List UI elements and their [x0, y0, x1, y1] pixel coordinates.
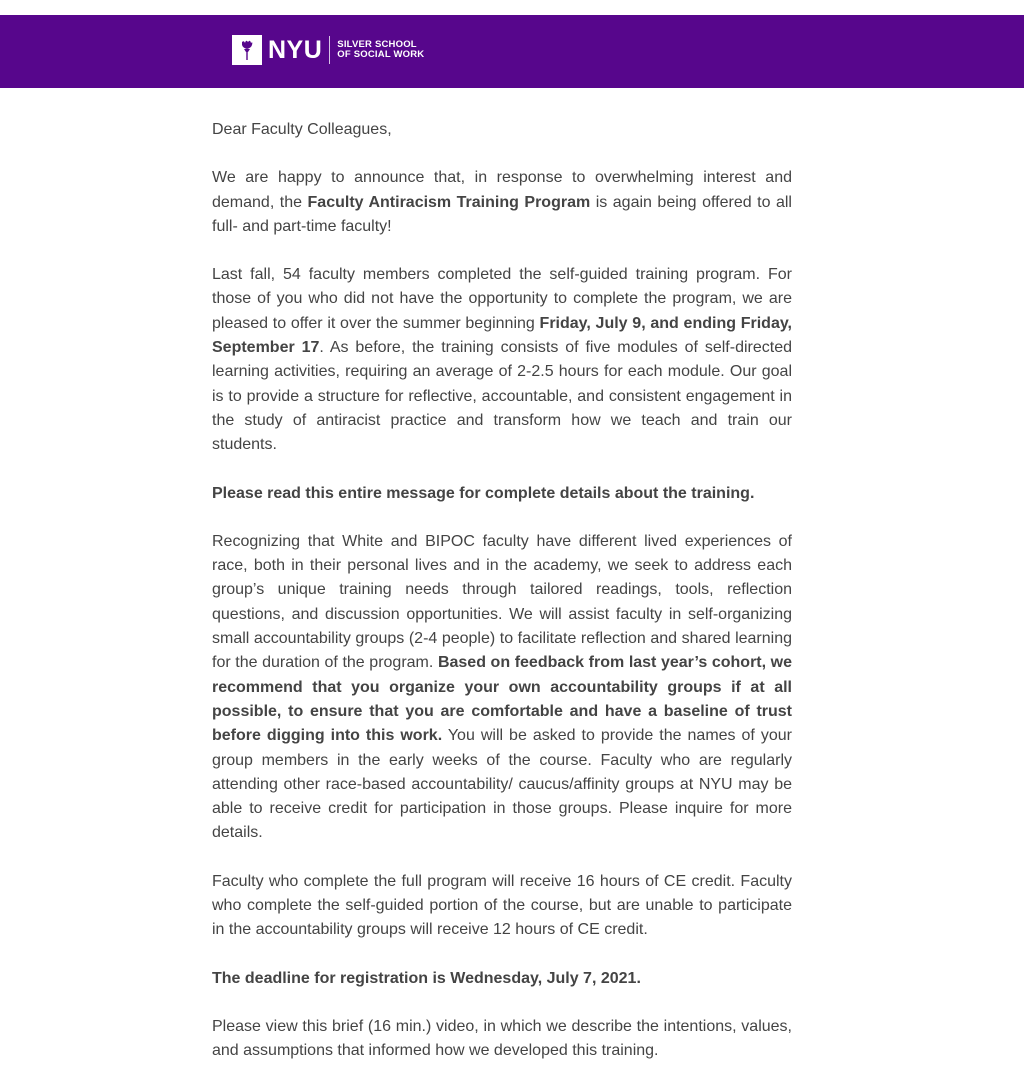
top-spacer	[0, 0, 1024, 15]
nyu-silver-logo	[232, 35, 424, 65]
paragraph-accountability-groups	[212, 530, 792, 846]
email-body	[212, 118, 792, 1088]
paragraph-video: Please view this brief (16 min.) video, in which we describe the intentions, values, and assumptions that informed how we developed this training.	[212, 1017, 792, 1060]
text: You will be asked to provide the names of your group members in the early weeks of the course. Faculty who are regularly attending other race-based accountability/ caucus/affinity groups at NYU may be able to receive credit for participation in those groups. Please inquire for more details.	[212, 727, 792, 842]
program-dates: Friday, July 9, and ending Friday, September 17	[212, 314, 793, 357]
paragraph-announcement	[212, 166, 792, 239]
school-name-line2: OF SOCIAL WORK	[337, 49, 425, 60]
text: Recognizing that White and BIPOC faculty have different lived experiences of race, both in their personal lives and in the academy, we seek to address each group’s unique training needs through tailored readings, tools, reflection questions, and discussion opportunities. We will assist faculty in self-organizing small accountability groups (2-4 people) to facilitate reflection and shared learning for the duration of the program.	[212, 532, 792, 672]
read-notice: Please read this entire message for complete details about the training.	[212, 484, 755, 502]
text: We are happy to announce that, in response to overwhelming interest and demand, the	[212, 169, 792, 211]
text: Last fall, 54 faculty members completed the self-guided training program. For those of you who did not have the opportunity to complete the program, we are pleased to offer it over the summer beginning	[212, 266, 792, 332]
text: . As before, the training consists of five modules of self-directed learning activities, requiring an average of 2-2.5 hours for each module. Our goal is to provide a structure for reflective, accountable, and consistent engagement in the study of antiracist practice and transform how we teach and train our students.	[212, 339, 793, 454]
paragraph-schedule	[212, 263, 792, 457]
paragraph-ce-credit: Faculty who complete the full program will receive 16 hours of CE credit. Faculty who complete the self-guided portion of the course, but are unable to participate in the accountability groups will receive 12 hours of CE credit.	[212, 872, 792, 939]
program-name: Faculty Antiracism Training Program	[307, 193, 591, 211]
registration-deadline: The deadline for registration is Wednesday, July 7, 2021.	[212, 969, 641, 987]
nyu-wordmark: NYU	[268, 36, 323, 64]
school-name-line1: SILVER SCHOOL	[337, 38, 417, 50]
paragraph-deadline	[212, 967, 792, 991]
email-header-banner	[0, 15, 1024, 88]
torch-icon	[232, 35, 262, 65]
greeting: Dear Faculty Colleagues,	[212, 121, 392, 138]
text: is again being offered to all full- and part-time faculty!	[212, 193, 792, 235]
recommendation: Based on feedback from last year’s cohort, we recommend that you organize your own accountability groups if at all possible, to ensure that you are comfortable and have a baseline of trust before digging into this work.	[212, 654, 793, 745]
school-name	[337, 40, 424, 61]
logo-divider	[329, 36, 330, 64]
paragraph-read-notice	[212, 482, 792, 506]
